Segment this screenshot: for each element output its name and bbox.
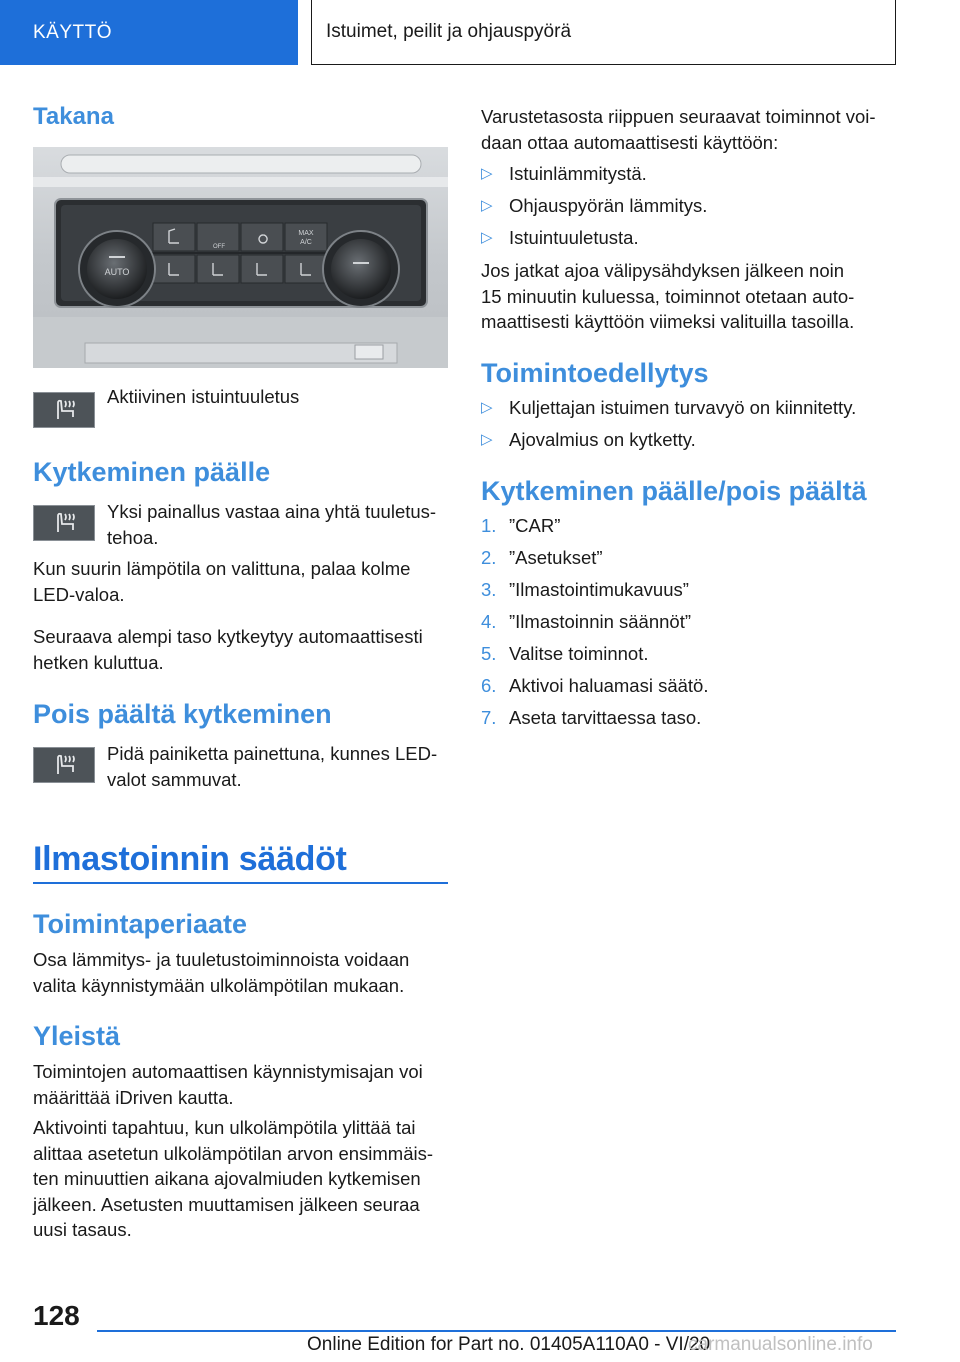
- list-item: ▷ Ajovalmius on kytketty.: [481, 427, 896, 459]
- heading-takana: Takana: [33, 103, 114, 130]
- triangle-bullet-icon: ▷: [481, 431, 493, 448]
- continue-paragraph: Jos jatkat ajoa välipysähdyksen jälkeen noin 15 minuutin kuluessa, toiminnot otetaan auto- maattisesti käyttöön viimeksi valituilla tasoilla.: [481, 260, 855, 332]
- photo-ac-label: A/C: [300, 239, 312, 246]
- list-item: ▷ Istuintuuletusta.: [481, 225, 896, 257]
- heading-requirement: Toimintoedellytys: [481, 358, 709, 388]
- triangle-bullet-icon: ▷: [481, 229, 493, 246]
- heading-climate-settings: Ilmastoinnin säädöt: [33, 840, 347, 878]
- switch-on-paragraph-2: Seuraava alempi taso kytkeytyy automaattisesti hetken kuluttua.: [33, 626, 423, 673]
- heading-switch-off: Pois päältä kytkeminen: [33, 699, 332, 729]
- list-item: ▷ Istuinlämmitystä.: [481, 161, 896, 193]
- list-item: 5. Valitse toiminnot.: [481, 643, 649, 664]
- section-tab: KÄYTTÖ: [0, 0, 298, 65]
- edition-text: Online Edition for Part no. 01405A110A0 - VI/20: [307, 1334, 711, 1355]
- chapter-title: Istuimet, peilit ja ohjauspyörä: [311, 0, 896, 65]
- list-item: 2. ”Asetukset”: [481, 547, 603, 568]
- triangle-bullet-icon: ▷: [481, 165, 493, 182]
- rear-climate-panel-photo: [33, 147, 448, 368]
- heading-principle: Toimintaperiaate: [33, 909, 248, 939]
- seat-ventilation-icon: [33, 392, 95, 428]
- list-item: 3. ”Ilmastointimukavuus”: [481, 579, 689, 600]
- heading-rule: [33, 882, 448, 884]
- page-number: 128: [33, 1300, 80, 1331]
- heading-switch-on: Kytkeminen päälle: [33, 457, 271, 487]
- ventilation-label: Aktiivinen istuintuuletus: [107, 386, 300, 407]
- switch-on-paragraph-1: Kun suurin lämpötila on valittuna, palaa kolme LED-valoa.: [33, 558, 411, 605]
- requirement-list: [481, 395, 896, 459]
- photo-off-label: OFF: [213, 244, 225, 250]
- seat-ventilation-icon: [33, 505, 95, 541]
- list-item: 6. Aktivoi haluamasi säätö.: [481, 675, 709, 696]
- footer-rule: [97, 1330, 896, 1332]
- general-paragraph-1: Toimintojen automaattisen käynnistymisajan voi määrittää iDriven kautta.: [33, 1061, 423, 1108]
- triangle-bullet-icon: ▷: [481, 399, 493, 416]
- list-item: 4. ”Ilmastoinnin säännöt”: [481, 611, 692, 632]
- list-item: ▷ Ohjauspyörän lämmitys.: [481, 193, 896, 225]
- photo-max-label: MAX: [298, 230, 314, 237]
- list-item: ▷ Kuljettajan istuimen turvavyö on kiinnitetty.: [481, 395, 896, 427]
- principle-paragraph: Osa lämmitys- ja tuuletustoiminnoista voidaan valita käynnistymään ulkolämpötilan mukaan.: [33, 949, 410, 996]
- list-item: 7. Aseta tarvittaessa taso.: [481, 707, 702, 728]
- general-paragraph-2: Aktivointi tapahtuu, kun ulkolämpötila ylittää tai alittaa asetetun ulkolämpötilan arvon ensimmäis- ten minuuttien aikana ajovalmiuden kytkemisen jälkeen. Asetusten muuttamisen jälkeen seuraa uusi tasaus.: [33, 1117, 434, 1240]
- seat-ventilation-icon: [33, 747, 95, 783]
- auto-functions-list: [481, 161, 896, 257]
- switch-on-icon-text: Yksi painallus vastaa aina yhtä tuuletus- tehoa.: [107, 501, 437, 548]
- heading-general: Yleistä: [33, 1021, 121, 1051]
- heading-on-off: Kytkeminen päälle/pois päältä: [481, 476, 867, 506]
- switch-off-icon-text: Pidä painiketta painettuna, kunnes LED- valot sammuvat.: [107, 743, 438, 790]
- steps-list: [481, 513, 896, 737]
- watermark: carmanualsonline.info: [688, 1334, 873, 1355]
- triangle-bullet-icon: ▷: [481, 197, 493, 214]
- list-item: 1. ”CAR”: [481, 515, 561, 536]
- auto-intro-paragraph: Varustetasosta riippuen seuraavat toiminnot voi- daan ottaa automaattisesti käyttöön:: [481, 106, 876, 153]
- photo-auto-label: AUTO: [104, 267, 130, 277]
